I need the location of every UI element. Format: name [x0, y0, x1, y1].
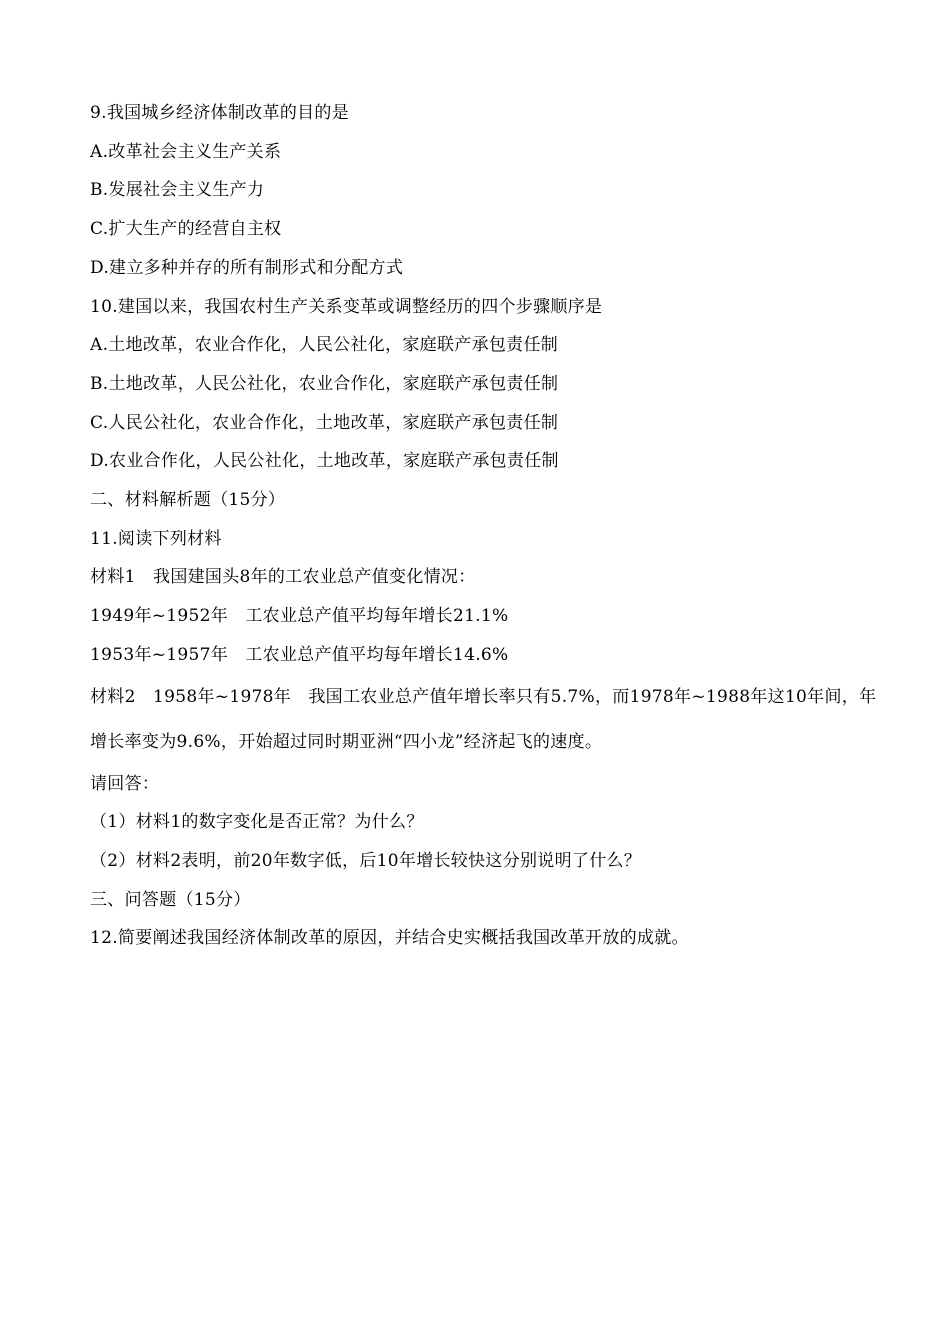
- material-1-title: 材料1 我国建国头8年的工农业总产值变化情况：: [90, 567, 476, 588]
- question-9-option-a: A.改革社会主义生产关系: [90, 141, 282, 162]
- answer-prompt: 请回答：: [90, 773, 160, 794]
- section-3-heading: 三、问答题（15分）: [90, 889, 251, 910]
- question-10-option-c: C.人民公社化，农业合作化，土地改革，家庭联产承包责任制: [90, 412, 559, 433]
- question-9-stem: 9.我国城乡经济体制改革的目的是: [90, 103, 350, 123]
- question-9-option-b: B.发展社会主义生产力: [90, 180, 265, 201]
- question-10-option-d: D.农业合作化，人民公社化，土地改革，家庭联产承包责任制: [90, 451, 559, 472]
- question-10-option-a: A.土地改革，农业合作化，人民公社化，家庭联产承包责任制: [90, 335, 559, 356]
- material-2-text: 材料2 1958年~1978年 我国工农业总产值年增长率只有5.7%，而1978年~1988年这10年间，年增长率变为9.6%，开始超过同时期亚洲“四小龙”经济起飞的速度。: [90, 686, 877, 752]
- question-12-stem: 12.简要阐述我国经济体制改革的原因，并结合史实概括我国改革开放的成就。: [90, 928, 689, 949]
- document-page: [90, 94, 880, 958]
- sub-question-2: （2）材料2表明，前20年数字低，后10年增长较快这分别说明了什么？: [90, 850, 642, 871]
- question-11-stem: 11.阅读下列材料: [90, 528, 222, 549]
- question-10-stem: 10.建国以来，我国农村生产关系变革或调整经历的四个步骤顺序是: [90, 296, 603, 317]
- section-2-heading: 二、材料解析题（15分）: [90, 490, 286, 511]
- question-10-option-b: B.土地改革，人民公社化，农业合作化，家庭联产承包责任制: [90, 373, 559, 394]
- question-9-option-d: D.建立多种并存的所有制形式和分配方式: [90, 257, 404, 278]
- question-9-option-c: C.扩大生产的经营自主权: [90, 219, 282, 240]
- material-1-line-2: 1953年~1957年 工农业总产值平均每年增长14.6%: [90, 644, 509, 665]
- material-1-line-1: 1949年~1952年 工农业总产值平均每年增长21.1%: [90, 606, 509, 627]
- sub-question-1: （1）材料1的数字变化是否正常？为什么？: [90, 812, 424, 833]
